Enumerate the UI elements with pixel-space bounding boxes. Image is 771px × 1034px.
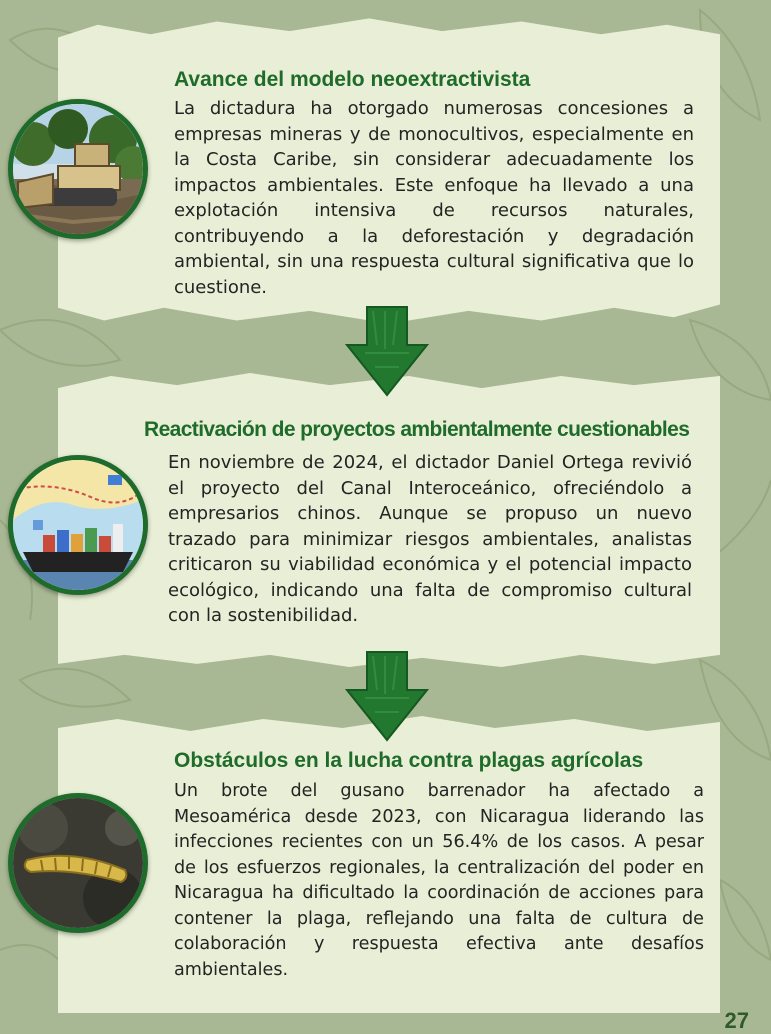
page-number: 27 bbox=[724, 1008, 749, 1033]
section-2-title: Reactivación de proyectos ambientalmente cuestionables bbox=[144, 418, 690, 441]
section-3-body: Un brote del gusano barrenador ha afectado a Mesoamérica desde 2023, con Nicaragua liderando las infecciones recientes con un 56.4% de los casos. A pesar de los esfuerzos regionales, la centralización del poder en Nicaragua ha dificultado la coordinación de acciones para contener la plaga, reflejando una falta de cultura de colaboración y respuesta efectiva ante desafíos ambientales. bbox=[174, 781, 704, 980]
bulldozer-deforestation-icon bbox=[8, 99, 148, 239]
canal-map-ship-icon bbox=[8, 455, 148, 595]
section-3-title: Obstáculos en la lucha contra plagas agrícolas bbox=[174, 749, 644, 772]
down-arrow-icon bbox=[345, 305, 429, 401]
section-1-title: Avance del modelo neoextractivista bbox=[174, 68, 531, 91]
section-1-body: La dictadura ha otorgado numerosas concesiones a empresas mineras y de monocultivos, especialmente en la Costa Caribe, sin considerar adecuadamente los impactos ambientales. Este enfoque ha llevado a una explotación intensiva de recursos naturales, contribuyendo a la deforestación y degradación ambiental, sin una respuesta cultural significativa que lo cuestione. bbox=[174, 98, 694, 298]
down-arrow-icon bbox=[345, 650, 429, 746]
section-2-body: En noviembre de 2024, el dictador Daniel Ortega revivió el proyecto del Canal Interoceánico, ofreciéndolo a empresarios chinos. Aunque se propuso un nuevo trazado para minimizar riesgos ambientales, analistas criticaron su viabilidad económica y el potencial impacto ecológico, indicando una falta de compromiso cultural con la sostenibilidad. bbox=[168, 452, 692, 626]
screwworm-larva-icon bbox=[8, 793, 148, 933]
